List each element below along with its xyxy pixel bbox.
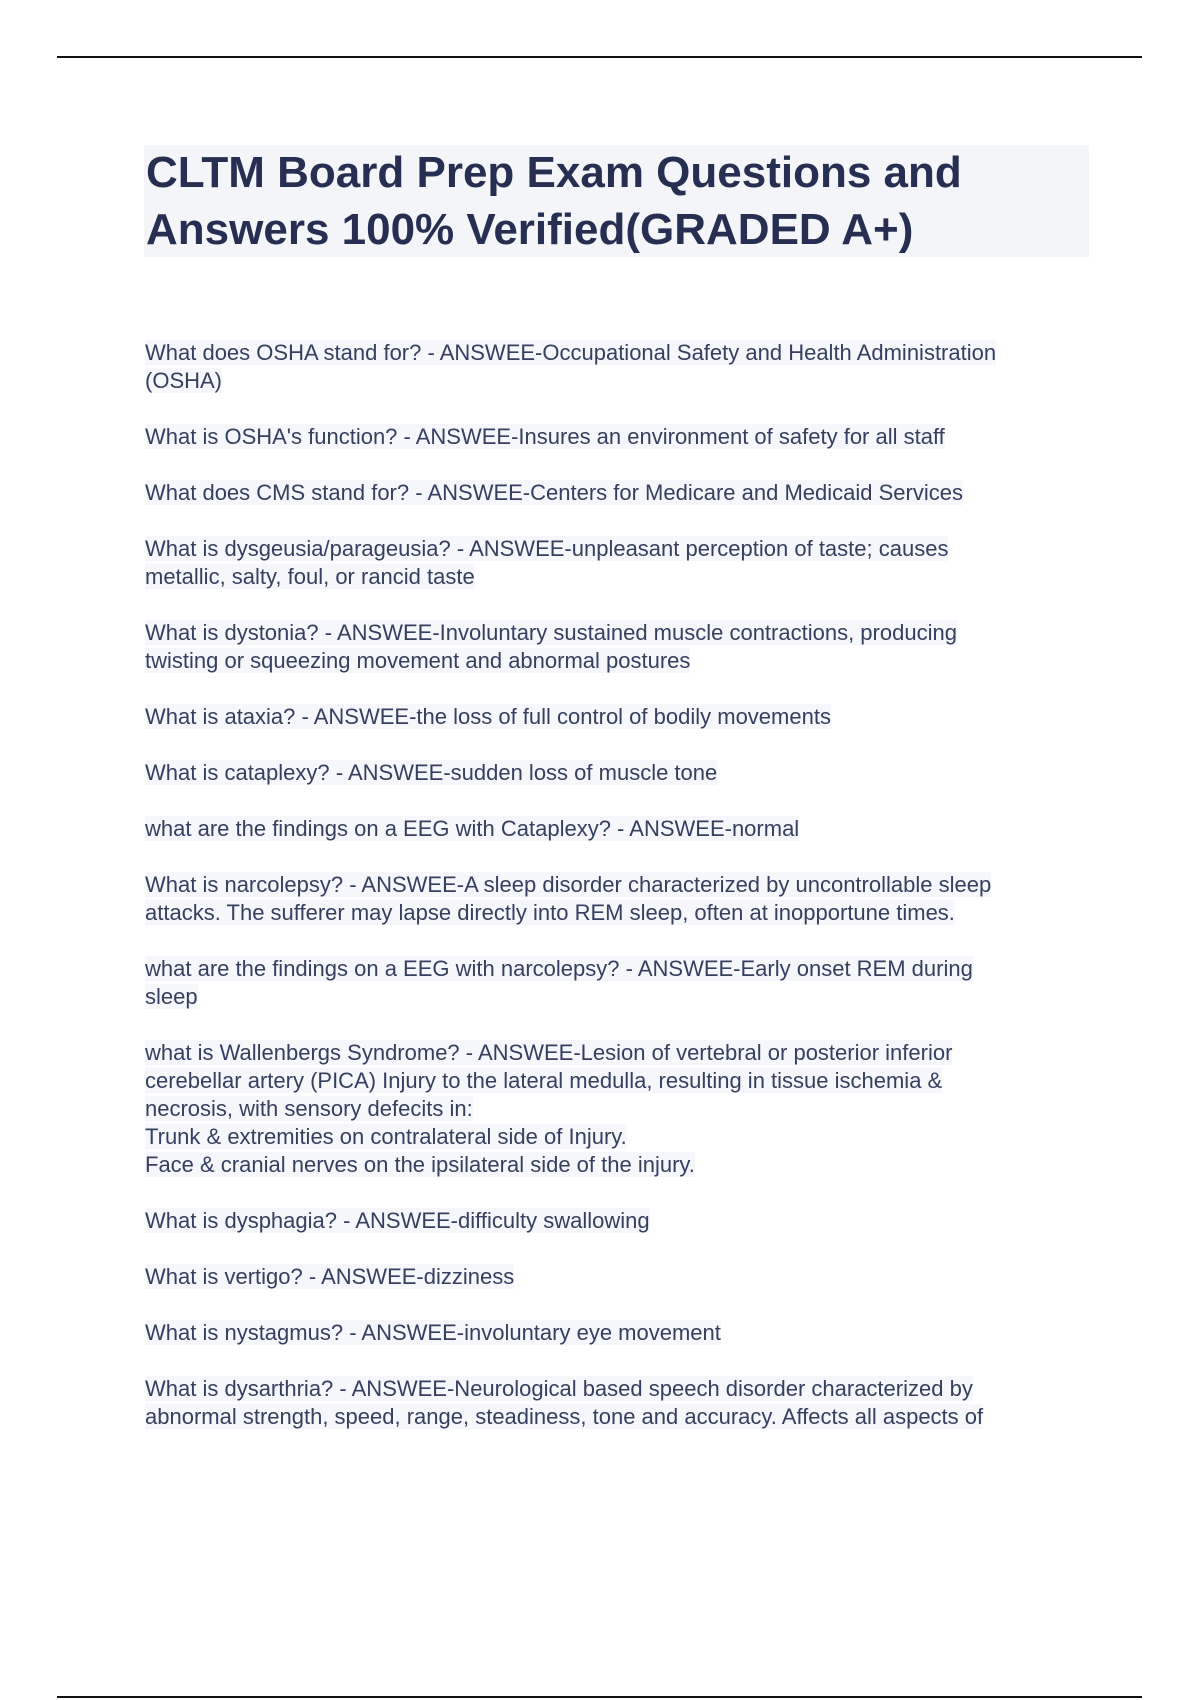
qa-list (145, 339, 1090, 1459)
qa-item (145, 1039, 1090, 1179)
qa-item (145, 479, 1090, 507)
qa-item (145, 871, 1090, 927)
qa-line (145, 619, 1090, 647)
qa-line (145, 1067, 1090, 1095)
qa-line-text: What is OSHA's function? - ANSWEE-Insures an environment of safety for all staff (145, 424, 945, 449)
qa-line-text: What is ataxia? - ANSWEE-the loss of full control of bodily movements (145, 704, 831, 729)
qa-line-text: What is narcolepsy? - ANSWEE-A sleep disorder characterized by uncontrollable sleep (145, 872, 992, 897)
qa-line (145, 1263, 1090, 1291)
bottom-divider (57, 1696, 1142, 1698)
qa-item (145, 423, 1090, 451)
qa-line (145, 1151, 1090, 1179)
qa-line-text: abnormal strength, speed, range, steadiness, tone and accuracy. Affects all aspects of (145, 1404, 984, 1429)
qa-line-text: what is Wallenbergs Syndrome? - ANSWEE-Lesion of vertebral or posterior inferior (145, 1040, 953, 1065)
qa-line-text: metallic, salty, foul, or rancid taste (145, 564, 475, 589)
qa-line (145, 367, 1090, 395)
qa-line (145, 983, 1090, 1011)
document-title: CLTM Board Prep Exam Questions and Answers 100% Verified(GRADED A+) (146, 148, 962, 254)
qa-line (145, 759, 1090, 787)
qa-line (145, 703, 1090, 731)
qa-item (145, 339, 1090, 395)
qa-item (145, 535, 1090, 591)
qa-line-text: Trunk & extremities on contralateral side of Injury. (145, 1124, 627, 1149)
qa-line-text: (OSHA) (145, 368, 222, 393)
qa-item (145, 1319, 1090, 1347)
qa-line-text: cerebellar artery (PICA) Injury to the lateral medulla, resulting in tissue ischemia & (145, 1068, 943, 1093)
qa-line-text: What is dysphagia? - ANSWEE-difficulty swallowing (145, 1208, 650, 1233)
qa-item (145, 759, 1090, 787)
qa-item (145, 703, 1090, 731)
qa-line (145, 479, 1090, 507)
qa-line-text: what are the findings on a EEG with Cataplexy? - ANSWEE-normal (145, 816, 800, 841)
qa-line-text: What is dystonia? - ANSWEE-Involuntary sustained muscle contractions, producing (145, 620, 957, 645)
qa-line (145, 1095, 1090, 1123)
qa-item (145, 619, 1090, 675)
qa-line (145, 1039, 1090, 1067)
qa-item (145, 1207, 1090, 1235)
qa-line (145, 563, 1090, 591)
qa-line (145, 1207, 1090, 1235)
qa-line-text: What is dysgeusia/parageusia? - ANSWEE-unpleasant perception of taste; causes (145, 536, 949, 561)
qa-item (145, 1375, 1090, 1431)
qa-line-text: What is nystagmus? - ANSWEE-involuntary eye movement (145, 1320, 721, 1345)
qa-line (145, 899, 1090, 927)
top-divider (57, 56, 1142, 58)
qa-line-text: What is vertigo? - ANSWEE-dizziness (145, 1264, 515, 1289)
qa-line-text: What is dysarthria? - ANSWEE-Neurological based speech disorder characterized by (145, 1376, 973, 1401)
qa-line-text: What does OSHA stand for? - ANSWEE-Occupational Safety and Health Administration (145, 340, 997, 365)
qa-line-text: sleep (145, 984, 198, 1009)
qa-line (145, 1319, 1090, 1347)
qa-line-text: What does CMS stand for? - ANSWEE-Centers for Medicare and Medicaid Services (145, 480, 963, 505)
qa-line (145, 1403, 1090, 1431)
qa-line (145, 339, 1090, 367)
qa-line (145, 815, 1090, 843)
qa-line (145, 423, 1090, 451)
qa-line-text: necrosis, with sensory defecits in: (145, 1096, 473, 1121)
qa-line (145, 1375, 1090, 1403)
qa-line (145, 535, 1090, 563)
qa-line (145, 647, 1090, 675)
qa-line-text: What is cataplexy? - ANSWEE-sudden loss of muscle tone (145, 760, 718, 785)
qa-line (145, 955, 1090, 983)
qa-line-text: attacks. The sufferer may lapse directly into REM sleep, often at inopportune times. (145, 900, 955, 925)
qa-line-text: twisting or squeezing movement and abnormal postures (145, 648, 691, 673)
qa-item (145, 955, 1090, 1011)
qa-line-text: what are the findings on a EEG with narcolepsy? - ANSWEE-Early onset REM during (145, 956, 973, 981)
qa-item (145, 1263, 1090, 1291)
qa-item (145, 815, 1090, 843)
qa-line (145, 871, 1090, 899)
qa-line-text: Face & cranial nerves on the ipsilateral side of the injury. (145, 1152, 695, 1177)
qa-line (145, 1123, 1090, 1151)
